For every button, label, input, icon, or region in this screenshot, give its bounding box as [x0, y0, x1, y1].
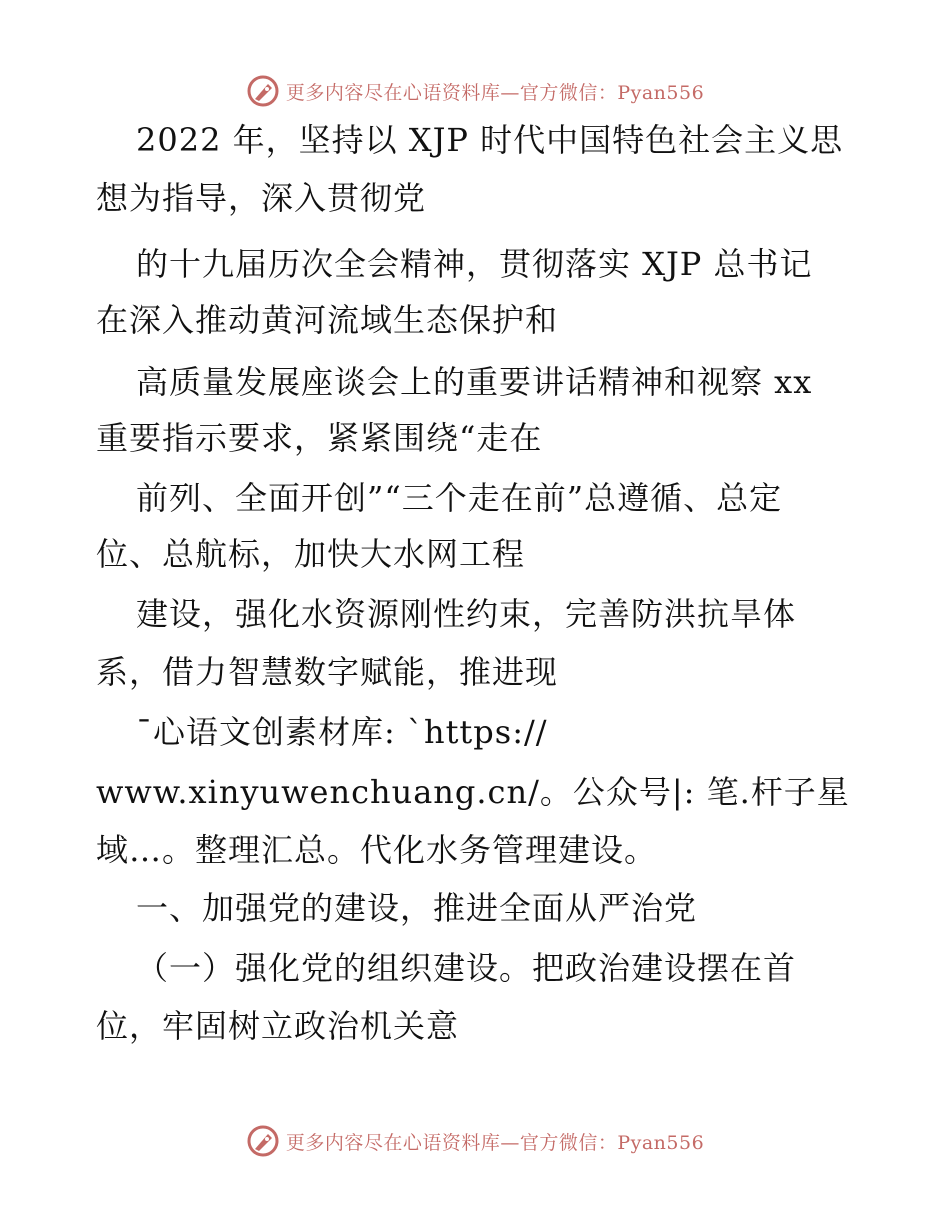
text-line: （一）强化党的组织建设。把政治建设摆在首: [136, 949, 797, 987]
text-line: 前列、全面开创”“三个走在前”总遵循、总定: [136, 479, 783, 517]
text-line: 高质量发展座谈会上的重要讲话精神和视察 xx: [136, 363, 813, 401]
text-line: 的十九届历次全会精神，贯彻落实 XJP 总书记: [136, 245, 813, 283]
text-line: 想为指导，深入贯彻党: [96, 179, 427, 217]
text-line: 域…。整理汇总。代化水务管理建设。: [96, 831, 658, 869]
text-line: ¯心语文创素材库: `https://: [136, 713, 548, 751]
text-line: www.xinyuwenchuang.cn/。公众号|: 笔.杆子星: [96, 773, 850, 811]
footer-banner-text: 更多内容尽在心语资料库—官方微信：Pyan556: [285, 1131, 705, 1154]
text-line: 重要指示要求，紧紧围绕“走在: [96, 419, 543, 457]
text-line: 建设，强化水资源刚性约束，完善防洪抗旱体: [136, 595, 797, 633]
header-banner-text: 更多内容尽在心语资料库—官方微信：Pyan556: [285, 81, 705, 104]
pen-nib-logo-icon: [246, 74, 280, 108]
text-line: 在深入推动黄河流域生态保护和: [96, 301, 559, 339]
text-line: 位、总航标，加快大水网工程: [96, 535, 526, 573]
footer-banner: [0, 1121, 950, 1161]
text-line: 位，牢固树立政治机关意: [96, 1007, 460, 1045]
header-banner: [0, 71, 950, 111]
section-heading: 一、加强党的建设，推进全面从严治党: [136, 889, 698, 927]
pen-nib-logo-icon: [246, 1124, 280, 1158]
text-line: 系，借力智慧数字赋能，推进现: [96, 653, 559, 691]
text-line: 2022 年，坚持以 XJP 时代中国特色社会主义思: [136, 121, 844, 159]
